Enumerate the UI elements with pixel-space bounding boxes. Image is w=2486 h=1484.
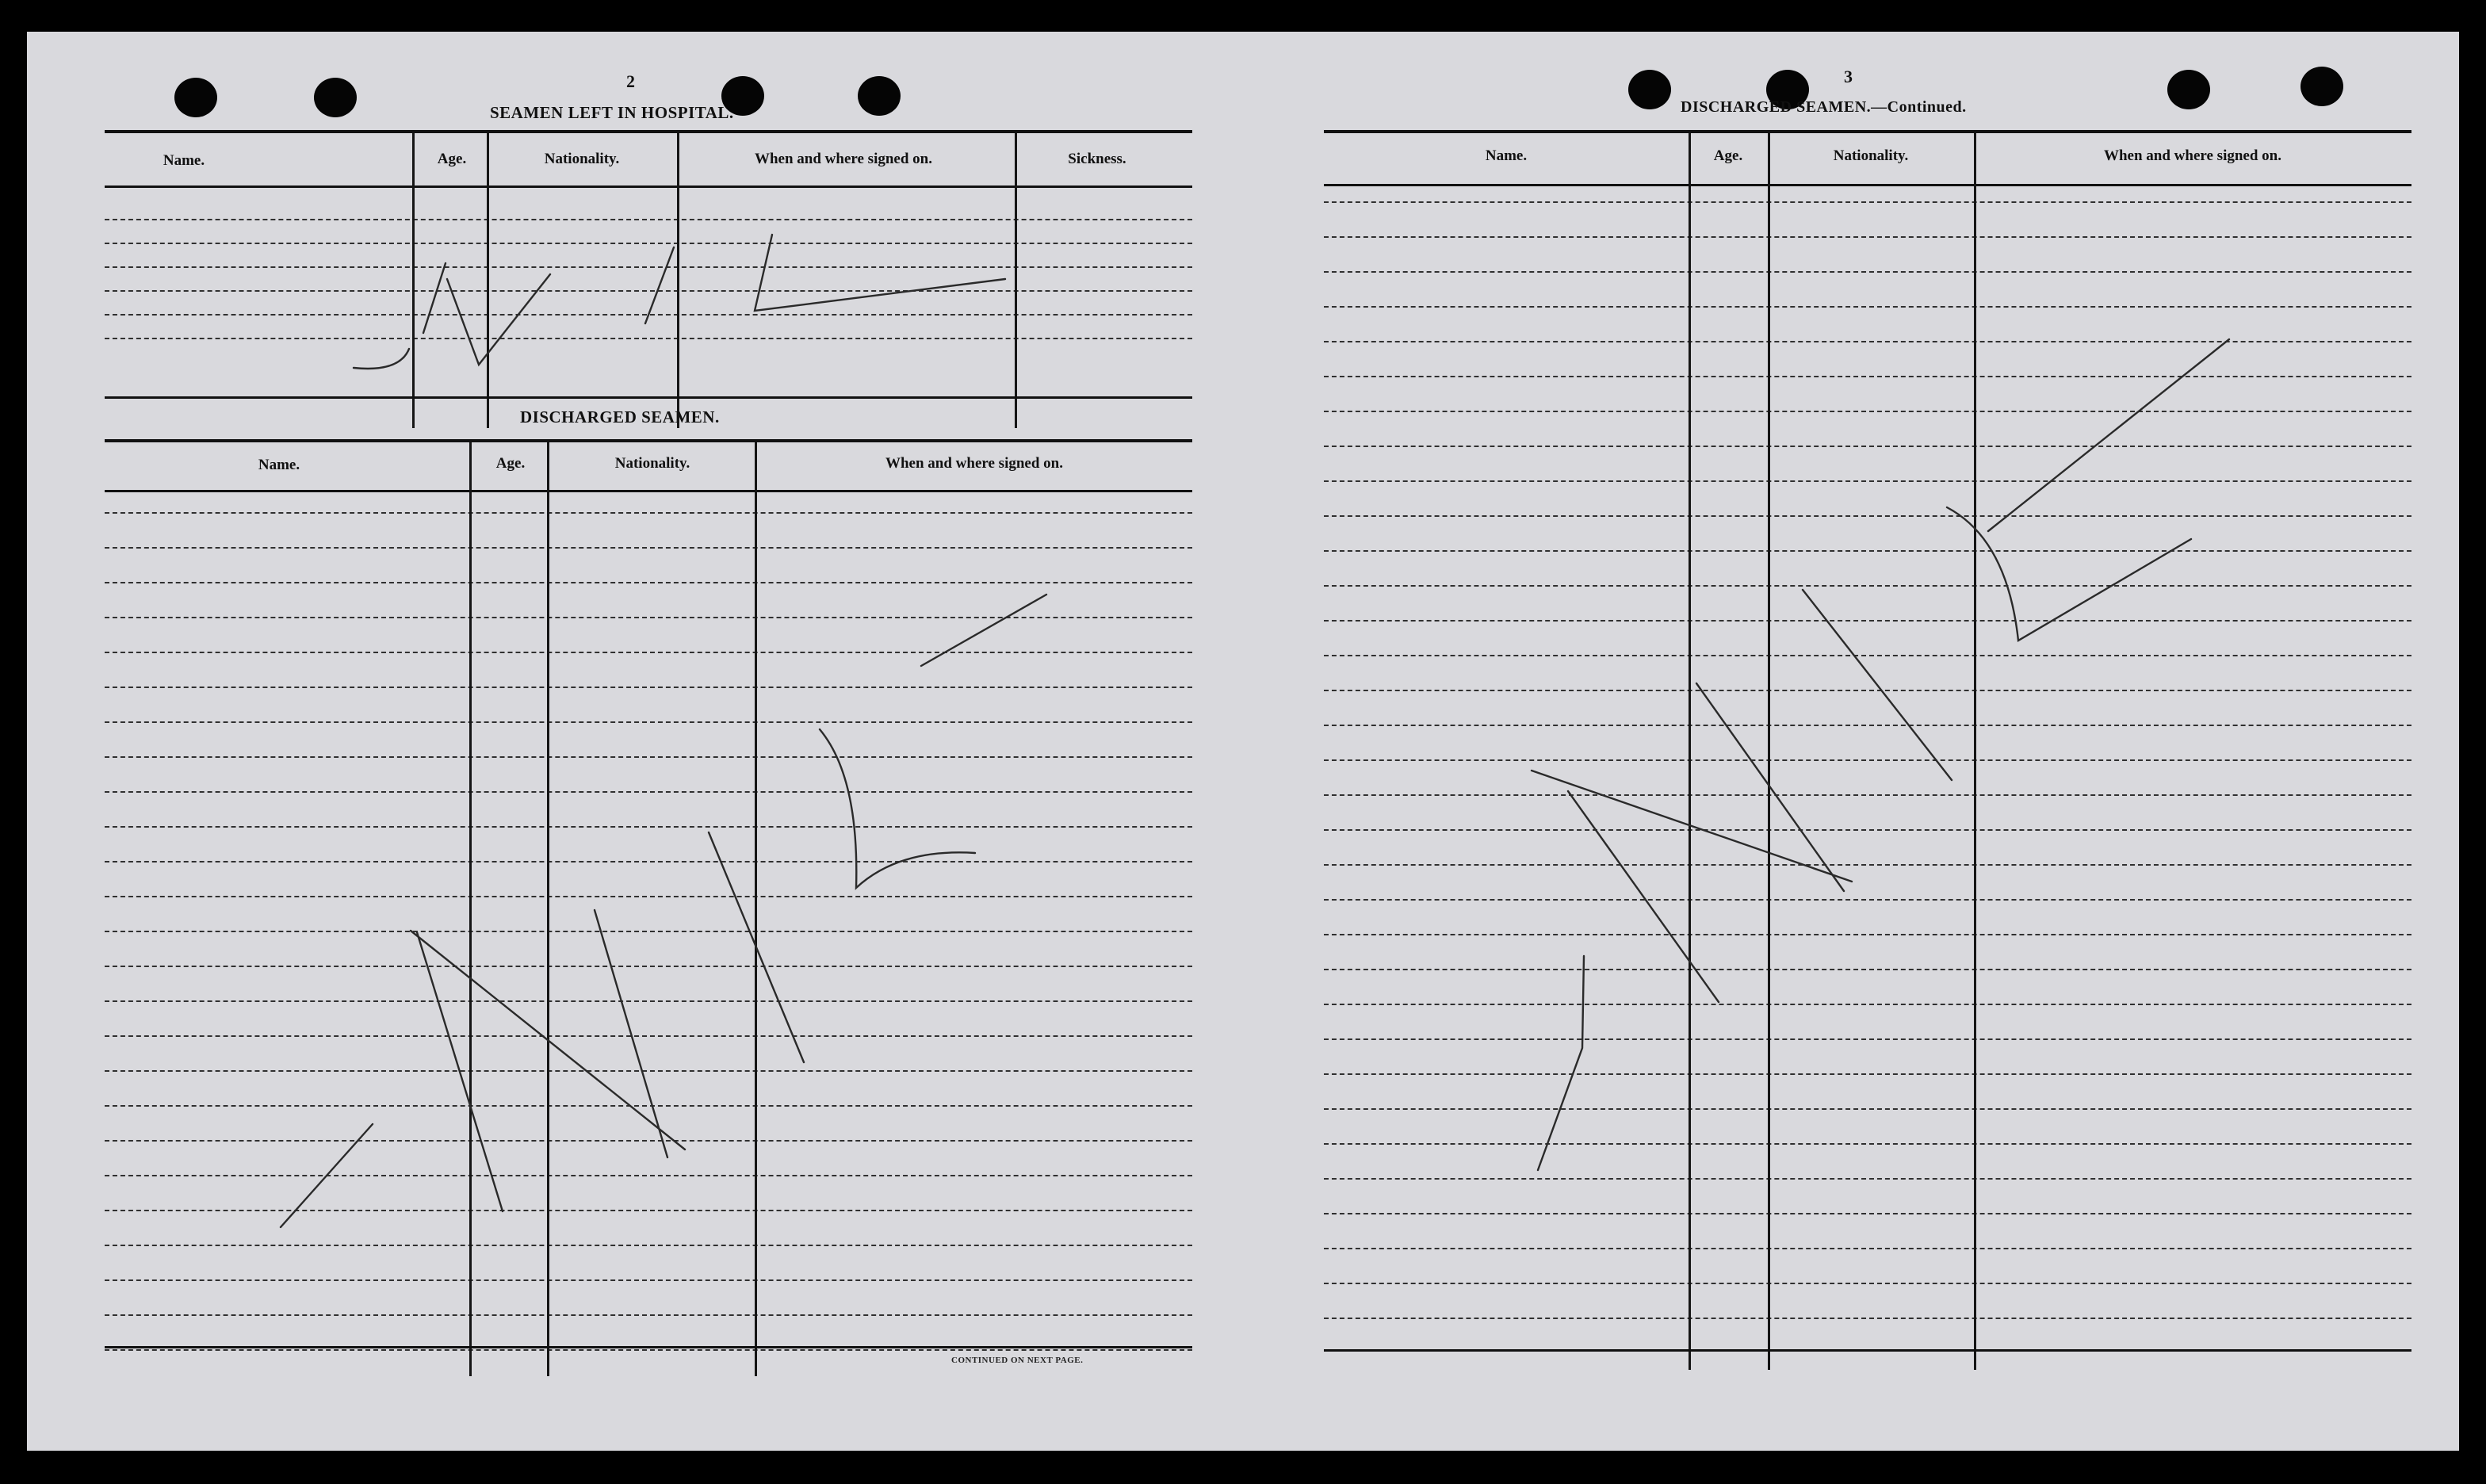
section-title-hospital: SEAMEN LEFT IN HOSPITAL. [490, 103, 734, 122]
document-sheet [27, 32, 2459, 1451]
column-header-age: Age. [495, 455, 526, 472]
section-title-discharged: DISCHARGED SEAMEN. [520, 407, 720, 426]
page-number: 3 [1844, 67, 1853, 86]
column-header-name: Name. [163, 152, 205, 169]
handwritten-strike-marks [27, 32, 2459, 1451]
column-header-signed-on: When and where signed on. [754, 151, 932, 167]
column-header-signed-on: When and where signed on. [2103, 147, 2281, 164]
column-header-signed-on: When and where signed on. [885, 455, 1063, 472]
column-header-nationality: Nationality. [1833, 147, 1909, 164]
column-header-sickness: Sickness. [1068, 151, 1126, 167]
section-title-discharged-continued: DISCHARGED SEAMEN.—Continued. [1681, 98, 1967, 116]
continued-note: CONTINUED ON NEXT PAGE. [951, 1356, 1084, 1365]
column-header-name: Name. [1485, 147, 1528, 164]
column-header-age: Age. [437, 151, 467, 167]
column-header-name: Name. [258, 457, 300, 473]
column-header-nationality: Nationality. [614, 455, 690, 472]
column-header-age: Age. [1713, 147, 1743, 164]
column-header-nationality: Nationality. [544, 151, 620, 167]
page-number: 2 [626, 71, 635, 91]
